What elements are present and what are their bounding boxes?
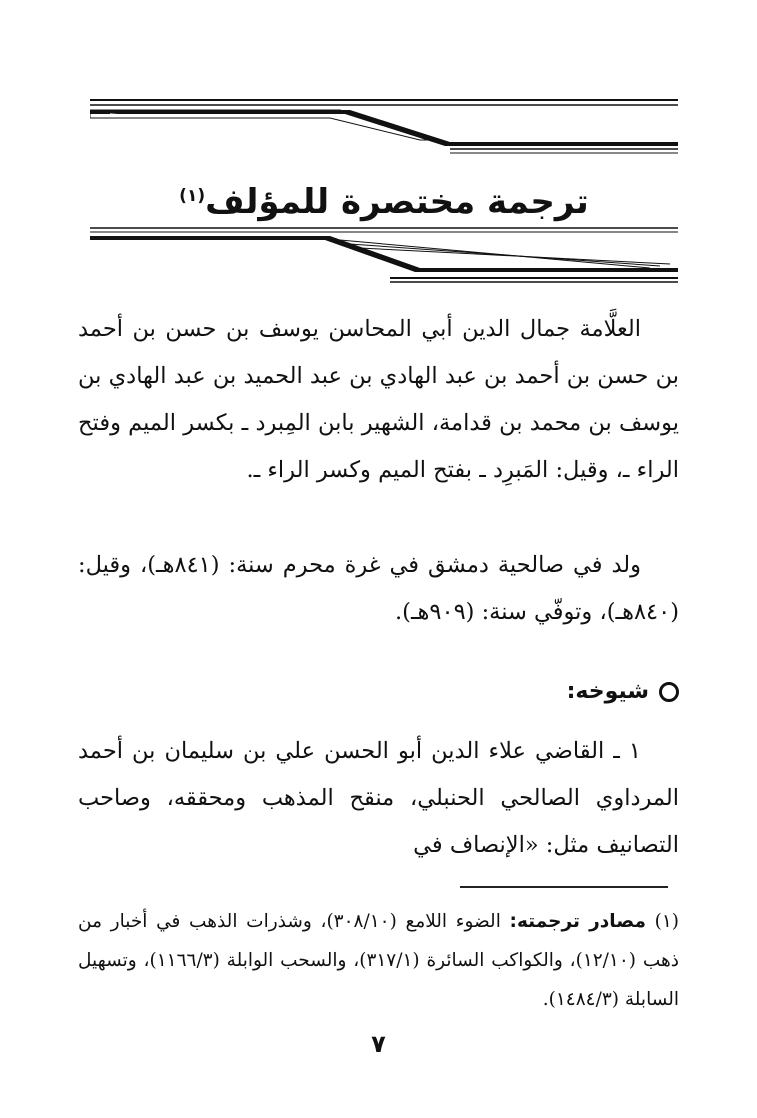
title-footnote-marker: (١) bbox=[179, 186, 206, 206]
page-title bbox=[90, 172, 678, 232]
ornamental-rule-bottom bbox=[90, 224, 678, 284]
ornamental-rule-top bbox=[90, 96, 678, 156]
circle-bullet-icon bbox=[659, 682, 679, 702]
biography-paragraph: العلَّامة جمال الدين أبي المحاسن يوسف بن حسن بن أحمد بن حسن بن أحمد بن عبد الهادي بن عبد الحميد بن عبد الهادي بن يوسف بن محمد بن قدامة، الشهير بابن المِبرد ـ بكسر الميم وفتح الراء ـ، وقيل: المَبرِد ـ بفتح الميم وكسر الراء ـ. bbox=[78, 316, 679, 483]
page-number: ٧ bbox=[371, 1030, 386, 1058]
footnote-separator bbox=[460, 886, 668, 888]
footnote bbox=[78, 902, 679, 1019]
teachers-heading bbox=[78, 670, 679, 714]
birth-death-paragraph: ولد في صالحية دمشق في غرة محرم سنة: (٨٤١هـ)، وقيل: (٨٤٠هـ)، وتوفّي سنة: (٩٠٩هـ). bbox=[78, 552, 679, 625]
teachers-heading-text: شيوخه: bbox=[566, 679, 649, 704]
footnote-label: مصادر ترجمته: bbox=[509, 911, 646, 932]
footnote-number: (١) bbox=[654, 911, 680, 932]
teacher-item-1: ١ ـ القاضي علاء الدين أبو الحسن علي بن سليمان بن أحمد المرداوي الصالحي الحنبلي، منقح المذهب ومحققه، وصاحب التصانيف مثل: «الإنصاف في bbox=[78, 738, 679, 858]
footnote-text: الضوء اللامع (٣٠٨/١٠)، وشذرات الذهب في أخبار من ذهب (١٢/١٠)، والكواكب السائرة (٣١٧/١)، والسحب الوابلة (١١٦٦/٣)، وتسهيل السابلة (١٤٨٤/٣). bbox=[78, 911, 679, 1010]
title-text: ترجمة مختصرة للمؤلف bbox=[205, 182, 589, 222]
